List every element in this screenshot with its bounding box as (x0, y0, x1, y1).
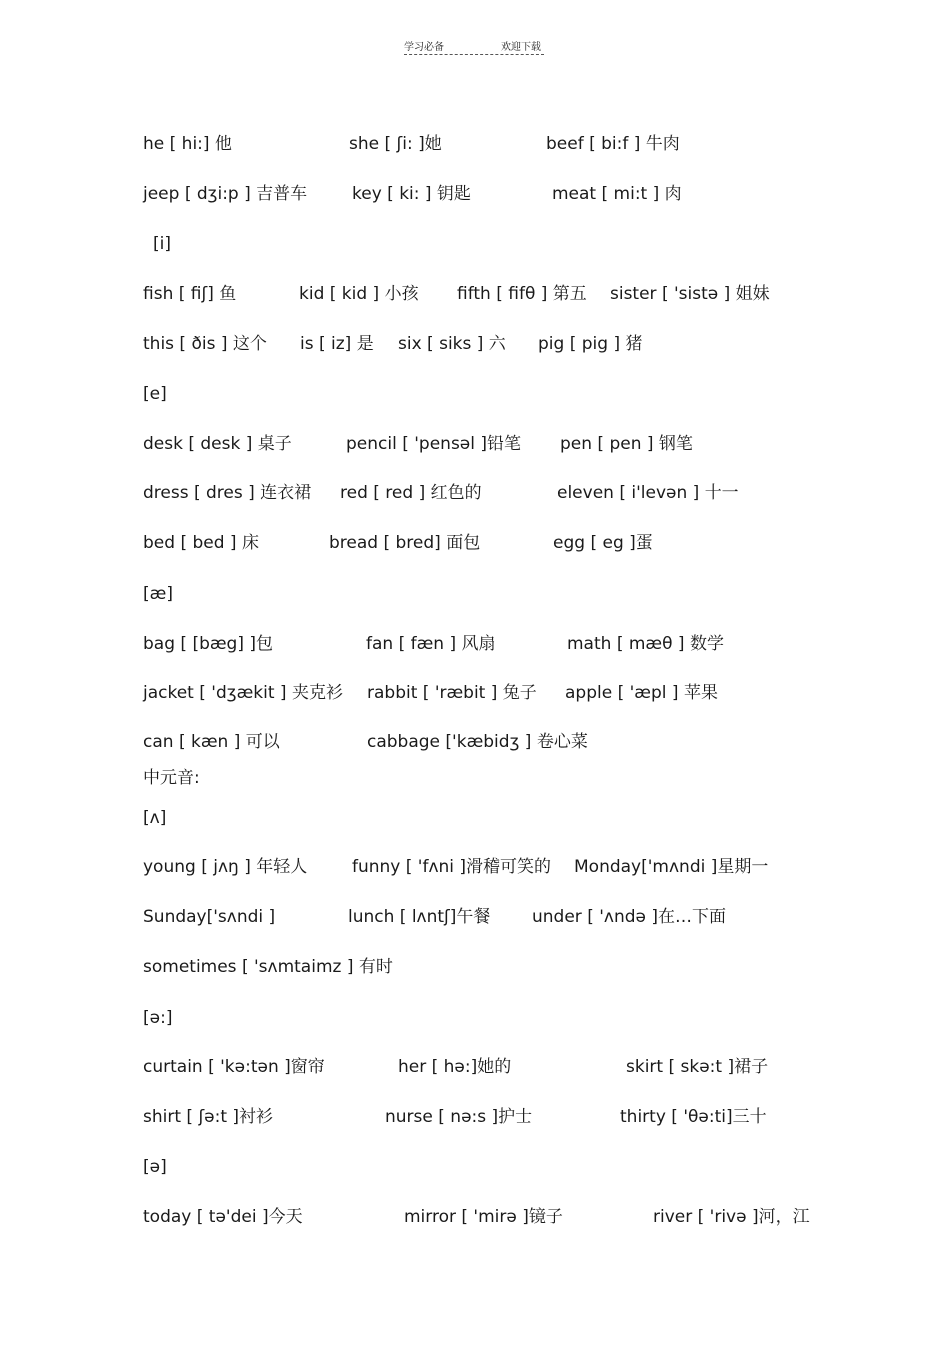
vocab-entry: [ʌ] (143, 808, 167, 828)
vocab-entry: pig [ pig ] 猪 (538, 334, 643, 354)
vocab-entry: river [ 'rivə ]河，江 (653, 1207, 810, 1227)
vocab-entry: [ə:] (143, 1008, 173, 1028)
vocab-entry: fifth [ fifθ ] 第五 (457, 284, 587, 304)
vocab-entry: fan [ fæn ] 风扇 (366, 634, 496, 654)
vocab-entry: is [ iz] 是 (300, 334, 374, 354)
vocab-entry: he [ hi:] 他 (143, 134, 232, 154)
vocab-entry: sometimes [ 'sʌmtaimz ] 有时 (143, 957, 393, 977)
vocab-entry: bread [ bred] 面包 (329, 533, 481, 553)
header-divider (404, 54, 544, 55)
vocab-entry: Sunday['sʌndi ] (143, 907, 276, 927)
vocab-entry: [i] (153, 234, 171, 254)
vocab-entry: beef [ bi:f ] 牛肉 (546, 134, 680, 154)
vocab-entry: apple [ 'æpl ] 苹果 (565, 683, 718, 703)
vocab-entry: today [ tə'dei ]今天 (143, 1207, 303, 1227)
page-header (404, 38, 544, 58)
vocab-entry: eleven [ i'levən ] 十一 (557, 483, 739, 503)
vocab-entry: [æ] (143, 584, 173, 604)
vocab-entry: her [ hə:]她的 (398, 1057, 512, 1077)
vocab-entry: [e] (143, 384, 167, 404)
header-left-text: 学习必备 (404, 42, 444, 53)
vocab-entry: she [ ʃi: ]她 (349, 134, 442, 154)
vocab-entry: desk [ desk ] 桌子 (143, 434, 292, 454)
header-right-text: 欢迎下载 (501, 42, 541, 53)
vocab-entry: pencil [ 'pensəl ]铅笔 (346, 434, 522, 454)
vocab-entry: math [ mæθ ] 数学 (567, 634, 724, 654)
vocab-entry: skirt [ skə:t ]裙子 (626, 1057, 769, 1077)
vocab-entry: Monday['mʌndi ]星期一 (574, 857, 769, 877)
vocab-entry: sister [ 'sistə ] 姐妹 (610, 284, 770, 304)
vocab-entry: six [ siks ] 六 (398, 334, 506, 354)
vocab-entry: pen [ pen ] 钢笔 (560, 434, 693, 454)
vocab-entry: under [ 'ʌndə ]在…下面 (532, 907, 727, 927)
vocab-entry: this [ ðis ] 这个 (143, 334, 267, 354)
vocab-entry: thirty [ 'θə:ti]三十 (620, 1107, 767, 1127)
vocab-entry: fish [ fiʃ] 鱼 (143, 284, 237, 304)
vocab-entry: curtain [ 'kə:tən ]窗帘 (143, 1057, 325, 1077)
vocab-entry: kid [ kid ] 小孩 (299, 284, 419, 304)
vocab-entry: can [ kæn ] 可以 (143, 732, 280, 752)
vocab-entry: meat [ mi:t ] 肉 (552, 184, 682, 204)
vocab-entry: lunch [ lʌntʃ]午餐 (348, 907, 491, 927)
vocab-entry: rabbit [ 'ræbit ] 兔子 (367, 683, 537, 703)
vocab-entry: funny [ 'fʌni ]滑稽可笑的 (352, 857, 552, 877)
vocab-entry: young [ jʌŋ ] 年轻人 (143, 857, 308, 877)
vocab-entry: egg [ eg ]蛋 (553, 533, 653, 553)
vocab-entry: key [ ki: ] 钥匙 (352, 184, 471, 204)
vocab-entry: bag [ [bæg] ]包 (143, 634, 274, 654)
vocab-entry: bed [ bed ] 床 (143, 533, 259, 553)
vocab-entry: red [ red ] 红色的 (340, 483, 482, 503)
vocab-entry: jeep [ dʒi:p ] 吉普车 (143, 184, 308, 204)
vocab-entry: dress [ dres ] 连衣裙 (143, 483, 312, 503)
vocab-entry: 中元音: (143, 768, 200, 788)
vocab-entry: mirror [ 'mirə ]镜子 (404, 1207, 563, 1227)
vocab-entry: shirt [ ʃə:t ]衬衫 (143, 1107, 274, 1127)
vocab-entry: [ə] (143, 1157, 167, 1177)
vocab-entry: jacket [ 'dʒækit ] 夹克衫 (143, 683, 343, 703)
vocab-entry: cabbage ['kæbidʒ ] 卷心菜 (367, 732, 588, 752)
vocab-entry: nurse [ nə:s ]护士 (385, 1107, 533, 1127)
